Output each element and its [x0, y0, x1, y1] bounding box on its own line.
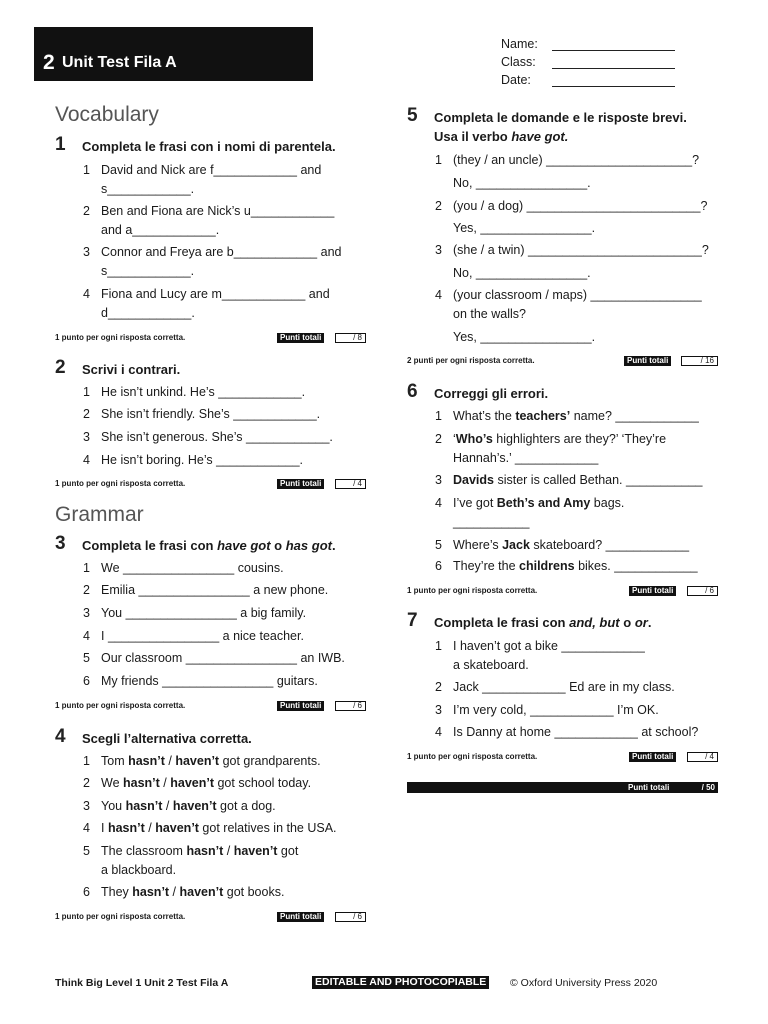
- option-hasnt[interactable]: hasn’t: [132, 885, 170, 899]
- exercise-number: 4: [55, 726, 66, 747]
- option-havent[interactable]: haven’t: [175, 754, 220, 768]
- exercise-number: 7: [407, 610, 418, 631]
- exercise-instruction-2: Usa il verbo have got.: [434, 129, 569, 144]
- exercise-instruction: Correggi gli errori.: [434, 386, 549, 401]
- score-row: [55, 700, 366, 712]
- exercise-number: 3: [55, 533, 66, 554]
- score-box[interactable]: / 6: [687, 586, 718, 596]
- option-hasnt[interactable]: hasn’t: [186, 844, 224, 858]
- footer-editable-badge: EDITABLE AND PHOTOCOPIABLE: [312, 976, 489, 989]
- date-field[interactable]: [552, 74, 675, 87]
- score-label: Punti totali: [629, 586, 676, 596]
- class-row: [501, 51, 675, 69]
- score-rule: 1 punto per ogni risposta corretta.: [55, 479, 186, 488]
- score-row: [55, 478, 366, 490]
- score-box[interactable]: / 16: [681, 356, 718, 366]
- score-row: [55, 911, 366, 923]
- student-info: [501, 33, 675, 87]
- score-rule: 1 punto per ogni risposta corretta.: [55, 333, 186, 342]
- score-rule: 1 punto per ogni risposta corretta.: [407, 586, 538, 595]
- exercise-instruction: Completa le domande e le risposte brevi.: [434, 110, 687, 125]
- score-box[interactable]: / 4: [335, 479, 366, 489]
- exercise-instruction: Completa le frasi con have got o has got.: [82, 538, 336, 553]
- score-box[interactable]: / 8: [335, 333, 366, 343]
- exercise-number: 5: [407, 105, 418, 126]
- exercise-instruction: Completa le frasi con and, but o or.: [434, 615, 652, 630]
- exercise-number: 2: [55, 357, 66, 378]
- score-rule: 1 punto per ogni risposta corretta.: [407, 752, 538, 761]
- score-rule: 2 punti per ogni risposta corretta.: [407, 356, 535, 365]
- unit-number: 2: [43, 51, 55, 74]
- test-title: Unit Test Fila A: [62, 54, 177, 71]
- grand-total-bar: [407, 782, 718, 793]
- footer-copyright: © Oxford University Press 2020: [510, 977, 658, 989]
- option-hasnt[interactable]: hasn’t: [123, 776, 160, 790]
- score-label: Punti totali: [277, 912, 324, 922]
- option-havent[interactable]: haven’t: [170, 776, 214, 790]
- option-havent[interactable]: haven’t: [179, 885, 224, 899]
- score-rule: 1 punto per ogni risposta corretta.: [55, 701, 186, 710]
- exercise-instruction: Scegli l’alternativa corretta.: [82, 731, 252, 746]
- class-label: Class:: [501, 55, 536, 69]
- exercise-number: 6: [407, 381, 418, 402]
- score-row: [407, 585, 718, 597]
- score-label: Punti totali: [629, 752, 676, 762]
- exercise-instruction: Scrivi i contrari.: [82, 362, 181, 377]
- title-banner: [34, 27, 313, 81]
- vocabulary-heading: Vocabulary: [55, 103, 159, 126]
- score-row: [407, 355, 718, 367]
- score-row: [55, 332, 366, 344]
- score-box[interactable]: / 6: [335, 912, 366, 922]
- option-hasnt[interactable]: hasn’t: [107, 821, 145, 835]
- score-box[interactable]: / 4: [687, 752, 718, 762]
- option-havent[interactable]: haven’t: [233, 844, 278, 858]
- name-label: Name:: [501, 37, 538, 51]
- score-label: Punti totali: [277, 479, 324, 489]
- score-rule: 1 punto per ogni risposta corretta.: [55, 912, 186, 921]
- option-havent[interactable]: haven’t: [155, 821, 199, 835]
- name-row: [501, 33, 675, 51]
- name-field[interactable]: [552, 38, 675, 51]
- date-label: Date:: [501, 73, 531, 87]
- exercise-number: 1: [55, 134, 66, 155]
- option-hasnt[interactable]: hasn’t: [125, 799, 163, 813]
- class-field[interactable]: [552, 56, 675, 69]
- option-havent[interactable]: haven’t: [172, 799, 217, 813]
- exercise-instruction: Completa le frasi con i nomi di parentela.: [82, 139, 336, 154]
- grammar-heading: Grammar: [55, 503, 144, 526]
- grand-total-value[interactable]: / 50: [701, 783, 715, 792]
- score-label: Punti totali: [624, 356, 671, 366]
- date-row: [501, 69, 675, 87]
- footer-book-info: Think Big Level 1 Unit 2 Test Fila A: [55, 977, 229, 989]
- option-hasnt[interactable]: hasn’t: [128, 754, 165, 768]
- score-label: Punti totali: [277, 333, 324, 343]
- score-box[interactable]: / 6: [335, 701, 366, 711]
- score-label: Punti totali: [277, 701, 324, 711]
- score-row: [407, 751, 718, 763]
- grand-total-label: Punti totali: [628, 783, 670, 792]
